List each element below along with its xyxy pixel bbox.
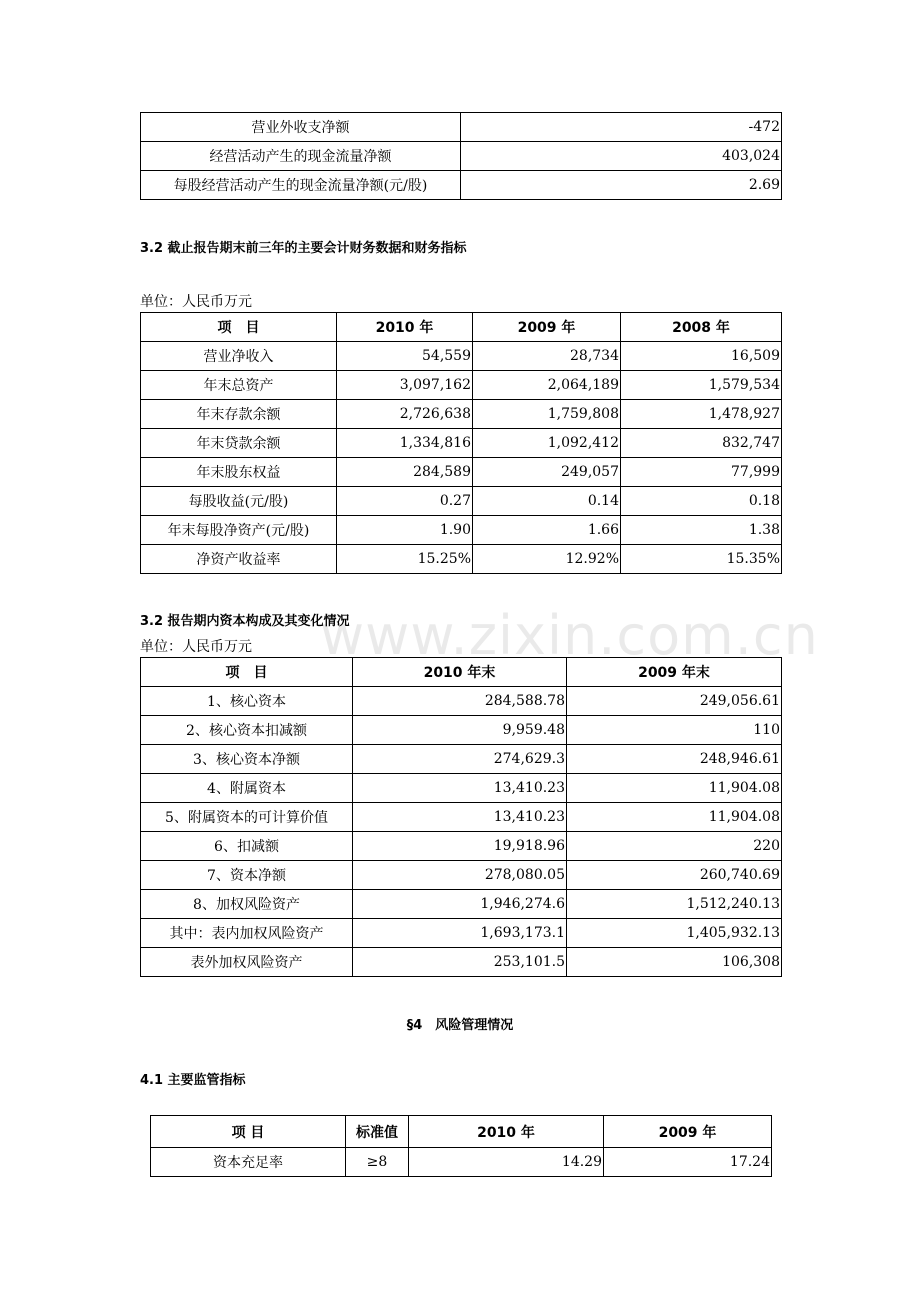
header-standard: 标准值 <box>346 1116 409 1148</box>
cell-2010-end: 274,629.3 <box>353 745 567 774</box>
section-heading-capital-structure: 3.2 报告期内资本构成及其变化情况 <box>140 614 350 629</box>
table-row <box>141 803 782 832</box>
cell-2008: 0.18 <box>621 487 782 516</box>
table-row <box>151 1148 772 1177</box>
row-label: 4、附属资本 <box>141 774 353 803</box>
cell-2010-end: 278,080.05 <box>353 861 567 890</box>
header-2010-end: 2010 年末 <box>353 658 567 687</box>
cell-2010: 1,334,816 <box>337 429 473 458</box>
row-label: 8、加权风险资产 <box>141 890 353 919</box>
row-label: 表外加权风险资产 <box>141 948 353 977</box>
cell-2010: 284,589 <box>337 458 473 487</box>
row-label: 营业外收支净额 <box>141 113 461 142</box>
table-row <box>141 919 782 948</box>
financial-data-table <box>140 312 782 574</box>
cell-2010-end: 9,959.48 <box>353 716 567 745</box>
row-value: 403,024 <box>461 142 782 171</box>
cell-2010-end: 1,946,274.6 <box>353 890 567 919</box>
section-title-risk-management: §4 风险管理情况 <box>406 1018 514 1033</box>
cell-2008: 16,509 <box>621 342 782 371</box>
cell-2009-end: 1,512,240.13 <box>567 890 782 919</box>
table-row <box>141 861 782 890</box>
table-row <box>141 687 782 716</box>
cell-2009: 12.92% <box>473 545 621 574</box>
table-row <box>141 113 782 142</box>
table-row <box>141 142 782 171</box>
row-label: 经营活动产生的现金流量净额 <box>141 142 461 171</box>
cell-2010: 1.90 <box>337 516 473 545</box>
unit-label: 单位：人民币万元 <box>140 294 252 310</box>
cell-2009-end: 106,308 <box>567 948 782 977</box>
cell-2009: 1.66 <box>473 516 621 545</box>
row-label: 年末股东权益 <box>141 458 337 487</box>
cell-2010-end: 1,693,173.1 <box>353 919 567 948</box>
regulatory-indicators-table <box>150 1115 772 1177</box>
unit-label: 单位：人民币万元 <box>140 639 252 655</box>
table-header-row <box>141 313 782 342</box>
cell-2010-end: 13,410.23 <box>353 803 567 832</box>
cell-2010-end: 13,410.23 <box>353 774 567 803</box>
cell-2008: 832,747 <box>621 429 782 458</box>
table-row <box>141 948 782 977</box>
header-item: 项 目 <box>151 1116 346 1148</box>
cell-standard: ≥8 <box>346 1148 409 1177</box>
cell-2009: 0.14 <box>473 487 621 516</box>
section-heading-regulatory-indicators: 4.1 主要监管指标 <box>140 1073 246 1088</box>
row-label: 1、核心资本 <box>141 687 353 716</box>
cash-flow-table <box>140 112 782 200</box>
table-row <box>141 458 782 487</box>
cell-2010-end: 253,101.5 <box>353 948 567 977</box>
row-value: -472 <box>461 113 782 142</box>
row-label: 年末每股净资产(元/股) <box>141 516 337 545</box>
table-row <box>141 890 782 919</box>
row-label: 资本充足率 <box>151 1148 346 1177</box>
row-label: 净资产收益率 <box>141 545 337 574</box>
row-label: 6、扣减额 <box>141 832 353 861</box>
cell-2009: 1,759,808 <box>473 400 621 429</box>
cell-2009: 249,057 <box>473 458 621 487</box>
row-label: 年末存款余额 <box>141 400 337 429</box>
cell-2009: 1,092,412 <box>473 429 621 458</box>
cell-2008: 1,579,534 <box>621 371 782 400</box>
capital-structure-table <box>140 657 782 977</box>
header-2008: 2008 年 <box>621 313 782 342</box>
cell-2009: 17.24 <box>604 1148 772 1177</box>
section-heading-financial-data: 3.2 截止报告期末前三年的主要会计财务数据和财务指标 <box>140 241 467 256</box>
table-row <box>141 774 782 803</box>
cell-2010: 14.29 <box>409 1148 604 1177</box>
cell-2010: 0.27 <box>337 487 473 516</box>
table-row <box>141 716 782 745</box>
table-row <box>141 171 782 200</box>
header-item: 项 目 <box>141 313 337 342</box>
cell-2010: 54,559 <box>337 342 473 371</box>
header-2010: 2010 年 <box>409 1116 604 1148</box>
cell-2008: 1,478,927 <box>621 400 782 429</box>
header-2010: 2010 年 <box>337 313 473 342</box>
row-label: 年末贷款余额 <box>141 429 337 458</box>
table-row <box>141 545 782 574</box>
table-row <box>141 342 782 371</box>
row-label: 每股经营活动产生的现金流量净额(元/股) <box>141 171 461 200</box>
cell-2008: 1.38 <box>621 516 782 545</box>
table-row <box>141 832 782 861</box>
row-label: 每股收益(元/股) <box>141 487 337 516</box>
row-label: 5、附属资本的可计算价值 <box>141 803 353 832</box>
cell-2010: 3,097,162 <box>337 371 473 400</box>
cell-2009: 28,734 <box>473 342 621 371</box>
table-row <box>141 487 782 516</box>
row-label: 其中：表内加权风险资产 <box>141 919 353 948</box>
cell-2009-end: 249,056.61 <box>567 687 782 716</box>
row-label: 营业净收入 <box>141 342 337 371</box>
cell-2009-end: 260,740.69 <box>567 861 782 890</box>
row-label: 3、核心资本净额 <box>141 745 353 774</box>
cell-2010: 2,726,638 <box>337 400 473 429</box>
cell-2009-end: 1,405,932.13 <box>567 919 782 948</box>
table-header-row <box>151 1116 772 1148</box>
table-row <box>141 745 782 774</box>
header-2009: 2009 年 <box>604 1116 772 1148</box>
row-label: 2、核心资本扣减额 <box>141 716 353 745</box>
header-2009-end: 2009 年末 <box>567 658 782 687</box>
cell-2009-end: 110 <box>567 716 782 745</box>
watermark: www.zixin.com.cn <box>320 604 819 667</box>
table-row <box>141 429 782 458</box>
cell-2009-end: 248,946.61 <box>567 745 782 774</box>
header-item: 项 目 <box>141 658 353 687</box>
cell-2010-end: 19,918.96 <box>353 832 567 861</box>
header-2009: 2009 年 <box>473 313 621 342</box>
table-row <box>141 516 782 545</box>
row-label: 7、资本净额 <box>141 861 353 890</box>
cell-2009: 2,064,189 <box>473 371 621 400</box>
cell-2009-end: 11,904.08 <box>567 803 782 832</box>
cell-2010-end: 284,588.78 <box>353 687 567 716</box>
cell-2008: 77,999 <box>621 458 782 487</box>
table-row <box>141 400 782 429</box>
cell-2009-end: 220 <box>567 832 782 861</box>
cell-2008: 15.35% <box>621 545 782 574</box>
cell-2009-end: 11,904.08 <box>567 774 782 803</box>
table-row <box>141 371 782 400</box>
table-header-row <box>141 658 782 687</box>
cell-2010: 15.25% <box>337 545 473 574</box>
row-value: 2.69 <box>461 171 782 200</box>
row-label: 年末总资产 <box>141 371 337 400</box>
